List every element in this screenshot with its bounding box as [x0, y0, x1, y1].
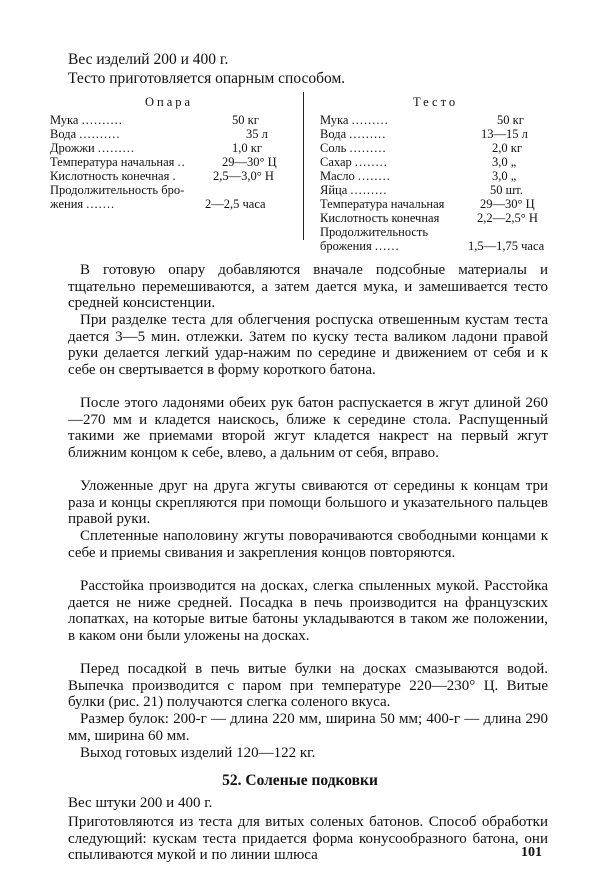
paragraph: Расстойка производится на досках, слегка спыленных мукой. Расстойка дается не ниже средней. Посадка в печь производится на французских лопатках, на которые витые батоны укладываются в таком же положении, в каком они были уложены на досках. [68, 578, 548, 644]
opara-value: 2,5—3,0° Н [213, 169, 274, 183]
opara-row: Продолжительность бро- [50, 183, 185, 197]
testo-row: брожения ...... [320, 239, 400, 253]
page-number: 101 [521, 845, 542, 860]
testo-value: 1,5—1,75 часа [468, 239, 545, 253]
testo-value: 13—15 л [481, 127, 528, 141]
testo-value: 2,0 кг [492, 141, 522, 155]
paragraph: Перед посадкой в печь витые булки на досках смазываются водой. Выпечка производится с паром при температуре 220—230° Ц. Витые булки (рис. 21) получаются слегка соленого вкуса. [68, 661, 548, 710]
opara-value: 50 кг [232, 113, 259, 127]
paragraph: В готовую опару добавляются вначале подсобные материалы и тщательно перемешиваются, а затем дается мука, и замешивается тесто средней консистенции. [68, 262, 548, 311]
testo-row: Яйца ......... [320, 183, 388, 197]
testo-value: 50 шт. [490, 183, 523, 197]
testo-title: Тесто [413, 95, 459, 109]
opara-value: 35 л [246, 127, 268, 141]
testo-row: Сахар ........ [320, 155, 388, 169]
testo-row: Кислотность конечная [320, 211, 440, 225]
opara-value: 1,0 кг [232, 141, 262, 155]
opara-row: Мука .......... [50, 113, 123, 127]
column-divider [303, 92, 304, 240]
opara-row: Кислотность конечная . [50, 169, 177, 183]
testo-row: Мука ......... [320, 113, 389, 127]
paragraph: Выход готовых изделий 120—122 кг. [80, 745, 316, 761]
paragraph: Сплетенные наполовину жгуты поворачиваются свободными концами к себе и приемы свивания и закрепления концов повторяются. [68, 528, 548, 561]
section-heading: 52. Соленые подковки [222, 772, 378, 789]
intro-method: Тесто приготовляется опарным способом. [68, 70, 346, 87]
opara-title: Опара [145, 95, 194, 109]
testo-row: Масло ........ [320, 169, 391, 183]
testo-value: 50 кг [497, 113, 524, 127]
paragraph: Уложенные друг на друга жгуты свиваются от середины к концам три раза и концы скрепляются при помощи большого и указательного пальцев правой руки. [68, 478, 548, 527]
opara-row: Дрожжи ......... [50, 141, 135, 155]
testo-row: Вода ......... [320, 127, 387, 141]
testo-value: 2,2—2,5° Н [477, 211, 538, 225]
paragraph: При разделке теста для облегчения роспуска отвешенным кустам теста дается 3—5 мин. отлежки. Затем по куску теста валиком ладони правой руки делается легкий удар-нажим по середине и движением от себя и к себе он свертывается в форму короткого батона. [68, 312, 548, 378]
opara-row: Температура начальная .. [50, 155, 186, 169]
testo-row: Продолжительность [320, 225, 429, 239]
opara-row: жения ....... [50, 197, 116, 211]
section-weight: Вес штуки 200 и 400 г. [68, 795, 213, 811]
testo-value: 3,0 „ [492, 169, 517, 183]
testo-value: 29—30° Ц [480, 197, 535, 211]
paragraph: После этого ладонями обеих рук батон распускается в жгут длиной 260—270 мм и кладется наискось, ближе к середине стола. Распущенный такими же приемами второй жгут кладется накрест на первый жгут ближним концом к себе, влево, а дальним от себя, вправо. [68, 395, 548, 461]
opara-value: 2—2,5 часа [205, 197, 266, 211]
testo-row: Температура начальная [320, 197, 445, 211]
testo-row: Соль ......... [320, 141, 387, 155]
paragraph: Размер булок: 200-г — длина 220 мм, ширина 50 мм; 400-г — длина 290 мм, ширина 60 мм. [68, 711, 548, 744]
opara-value: 29—30° Ц [222, 155, 277, 169]
testo-value: 3,0 „ [492, 155, 517, 169]
opara-row: Вода .......... [50, 127, 121, 141]
intro-weight: Вес изделий 200 и 400 г. [68, 51, 229, 68]
section-text: Приготовляются из теста для витых соленых батонов. Способ обработки следующий: кускам теста придается форма конусообразного батона, они спыливаются мукой и по линии шлюса [68, 814, 548, 863]
